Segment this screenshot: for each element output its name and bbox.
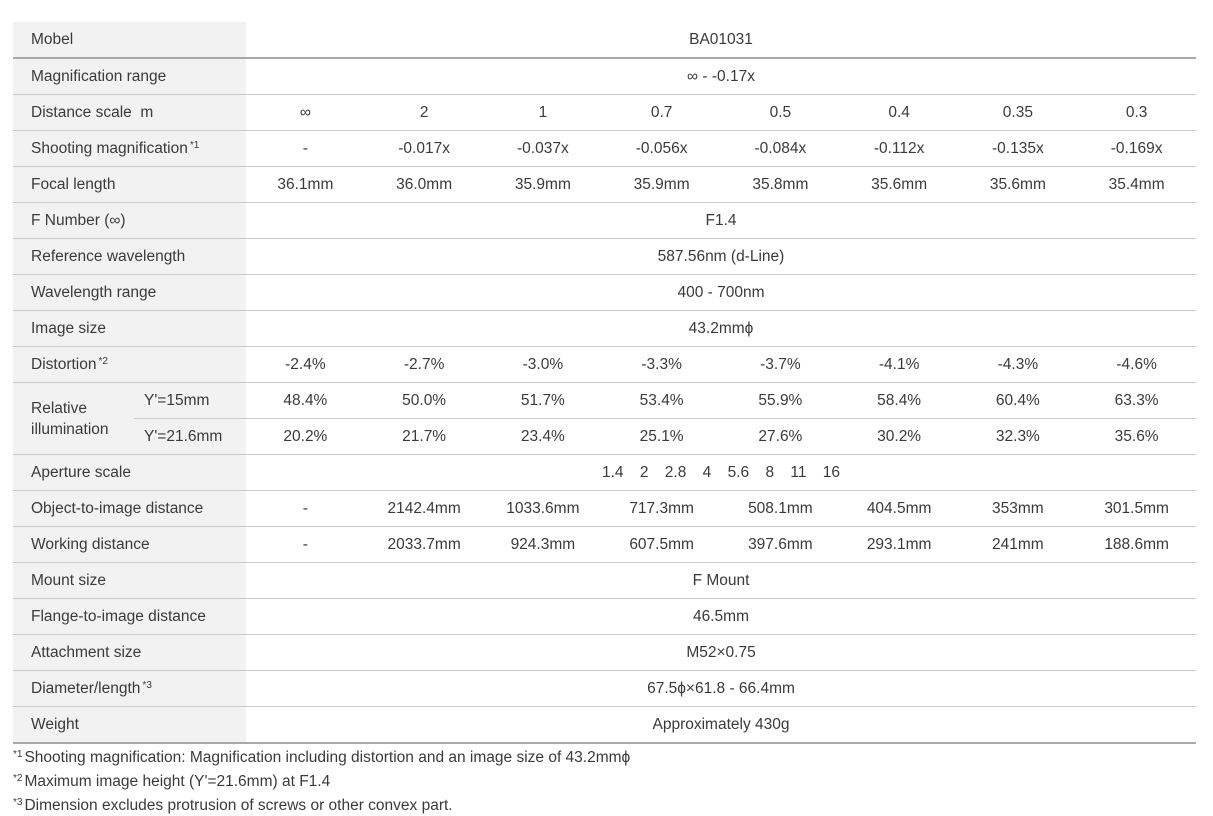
cell: -0.135x (959, 131, 1078, 167)
row-shooting-mag (13, 131, 1196, 167)
cell: -0.112x (840, 131, 959, 167)
label-weight: Weight (13, 707, 246, 744)
aperture-value: 8 (765, 463, 775, 481)
value-model: BA01031 (246, 22, 1196, 58)
value-mount-size: F Mount (246, 563, 1196, 599)
cell: 1033.6mm (484, 491, 603, 527)
cell: 0.35 (959, 95, 1078, 131)
cell: 0.5 (721, 95, 840, 131)
cell: 607.5mm (602, 527, 721, 563)
cell: -3.7% (721, 347, 840, 383)
cell: -0.056x (602, 131, 721, 167)
cell: -2.7% (365, 347, 484, 383)
cell: 2033.7mm (365, 527, 484, 563)
cell: - (246, 491, 365, 527)
value-flange: 46.5mm (246, 599, 1196, 635)
cell: -3.3% (602, 347, 721, 383)
footnote (13, 792, 630, 816)
label-f-number: F Number (∞) (13, 203, 246, 239)
row-ref-wavelength (13, 239, 1196, 275)
footnote-mark: *3 (142, 679, 152, 691)
cell: 30.2% (840, 419, 959, 455)
row-mount-size (13, 563, 1196, 599)
cell: 25.1% (602, 419, 721, 455)
row-distortion (13, 347, 1196, 383)
row-ri-216 (13, 419, 1196, 455)
row-object-to-image (13, 491, 1196, 527)
cell: 23.4% (484, 419, 603, 455)
cell: 404.5mm (840, 491, 959, 527)
row-mag-range (13, 58, 1196, 95)
label-ri-15: Y'=15mm (134, 383, 246, 419)
label-distortion (13, 347, 246, 383)
label-text: Distortion (31, 355, 97, 373)
cell: 35.8mm (721, 167, 840, 203)
footnote (13, 744, 630, 768)
footnote (13, 768, 630, 792)
value-attachment: M52×0.75 (246, 635, 1196, 671)
aperture-value: 11 (790, 463, 807, 481)
cell: 2142.4mm (365, 491, 484, 527)
cell: -0.037x (484, 131, 603, 167)
footnote-text: Shooting magnification: Magnification including distortion and an image size of 43.2mmϕ (24, 749, 631, 766)
value-weight: Approximately 430g (246, 707, 1196, 744)
cell: 301.5mm (1077, 491, 1196, 527)
footnote-mark: *2 (13, 773, 23, 784)
cell: - (246, 527, 365, 563)
row-wavelength-range (13, 275, 1196, 311)
label-ri-216: Y'=21.6mm (134, 419, 246, 455)
cell: 58.4% (840, 383, 959, 419)
value-f-number: F1.4 (246, 203, 1196, 239)
label-shooting-mag (13, 131, 246, 167)
aperture-value: 2.8 (664, 463, 687, 481)
label-text: Shooting magnification (31, 139, 188, 157)
cell: 35.9mm (602, 167, 721, 203)
cell: 924.3mm (484, 527, 603, 563)
value-ref-wavelength: 587.56nm (d-Line) (246, 239, 1196, 275)
cell: 53.4% (602, 383, 721, 419)
label-mag-range: Magnification range (13, 58, 246, 95)
value-image-size: 43.2mmϕ (246, 311, 1196, 347)
aperture-value: 1.4 (601, 463, 624, 481)
cell: 188.6mm (1077, 527, 1196, 563)
value-diameter-length: 67.5ϕ×61.8 - 66.4mm (246, 671, 1196, 707)
label-relative-illumination: Relative illumination (13, 383, 134, 455)
cell: -4.6% (1077, 347, 1196, 383)
label-object-to-image: Object-to-image distance (13, 491, 246, 527)
cell: 48.4% (246, 383, 365, 419)
cell: 508.1mm (721, 491, 840, 527)
row-ri-15 (13, 383, 1196, 419)
cell: 50.0% (365, 383, 484, 419)
cell: -0.169x (1077, 131, 1196, 167)
cell: 51.7% (484, 383, 603, 419)
cell: 0.3 (1077, 95, 1196, 131)
spec-table (13, 22, 1196, 744)
cell: 55.9% (721, 383, 840, 419)
label-working-distance: Working distance (13, 527, 246, 563)
cell: 20.2% (246, 419, 365, 455)
label-mount-size: Mount size (13, 563, 246, 599)
cell: 1 (484, 95, 603, 131)
row-working-distance (13, 527, 1196, 563)
cell: - (246, 131, 365, 167)
footnote-mark: *2 (98, 355, 108, 367)
row-attachment (13, 635, 1196, 671)
cell: 36.0mm (365, 167, 484, 203)
aperture-value: 5.6 (727, 463, 750, 481)
row-model (13, 22, 1196, 58)
aperture-value: 2 (639, 463, 649, 481)
label-ref-wavelength: Reference wavelength (13, 239, 246, 275)
cell: -2.4% (246, 347, 365, 383)
footnote-mark: *1 (189, 139, 200, 151)
row-diameter-length (13, 671, 1196, 707)
cell: 353mm (959, 491, 1078, 527)
row-weight (13, 707, 1196, 744)
aperture-value: 16 (822, 463, 841, 481)
cell: 35.9mm (484, 167, 603, 203)
cell: 397.6mm (721, 527, 840, 563)
cell: 2 (365, 95, 484, 131)
cell: 0.7 (602, 95, 721, 131)
footnote-mark: *3 (13, 797, 23, 808)
label-image-size: Image size (13, 311, 246, 347)
footnote-text: Maximum image height (Y'=21.6mm) at F1.4 (24, 773, 331, 790)
cell: 241mm (959, 527, 1078, 563)
cell: 0.4 (840, 95, 959, 131)
label-wavelength-range: Wavelength range (13, 275, 246, 311)
cell: 63.3% (1077, 383, 1196, 419)
cell: 27.6% (721, 419, 840, 455)
row-aperture-scale (13, 455, 1196, 491)
label-aperture-scale: Aperture scale (13, 455, 246, 491)
label-model: Mobel (13, 22, 246, 58)
value-mag-range: ∞ - -0.17x (246, 58, 1196, 95)
cell: 717.3mm (602, 491, 721, 527)
label-text: Diameter/length (31, 679, 141, 697)
label-attachment: Attachment size (13, 635, 246, 671)
row-focal-length (13, 167, 1196, 203)
aperture-value: 4 (702, 463, 712, 481)
footnotes (13, 744, 630, 816)
cell: 32.3% (959, 419, 1078, 455)
cell: 35.6% (1077, 419, 1196, 455)
row-distance-scale (13, 95, 1196, 131)
cell: 35.6mm (840, 167, 959, 203)
footnote-text: Dimension excludes protrusion of screws or other convex part. (24, 797, 453, 814)
value-aperture-scale (246, 455, 1196, 491)
cell: -4.3% (959, 347, 1078, 383)
row-image-size (13, 311, 1196, 347)
cell: 293.1mm (840, 527, 959, 563)
row-f-number (13, 203, 1196, 239)
cell: 35.4mm (1077, 167, 1196, 203)
cell: -3.0% (484, 347, 603, 383)
cell: -0.017x (365, 131, 484, 167)
label-focal-length: Focal length (13, 167, 246, 203)
cell: 35.6mm (959, 167, 1078, 203)
row-flange (13, 599, 1196, 635)
cell: -4.1% (840, 347, 959, 383)
label-flange: Flange-to-image distance (13, 599, 246, 635)
footnote-mark: *1 (13, 749, 23, 760)
cell: ∞ (246, 95, 365, 131)
label-diameter-length (13, 671, 246, 707)
cell: -0.084x (721, 131, 840, 167)
label-distance-scale: Distance scale m (13, 95, 246, 131)
cell: 60.4% (959, 383, 1078, 419)
cell: 21.7% (365, 419, 484, 455)
cell: 36.1mm (246, 167, 365, 203)
value-wavelength-range: 400 - 700nm (246, 275, 1196, 311)
